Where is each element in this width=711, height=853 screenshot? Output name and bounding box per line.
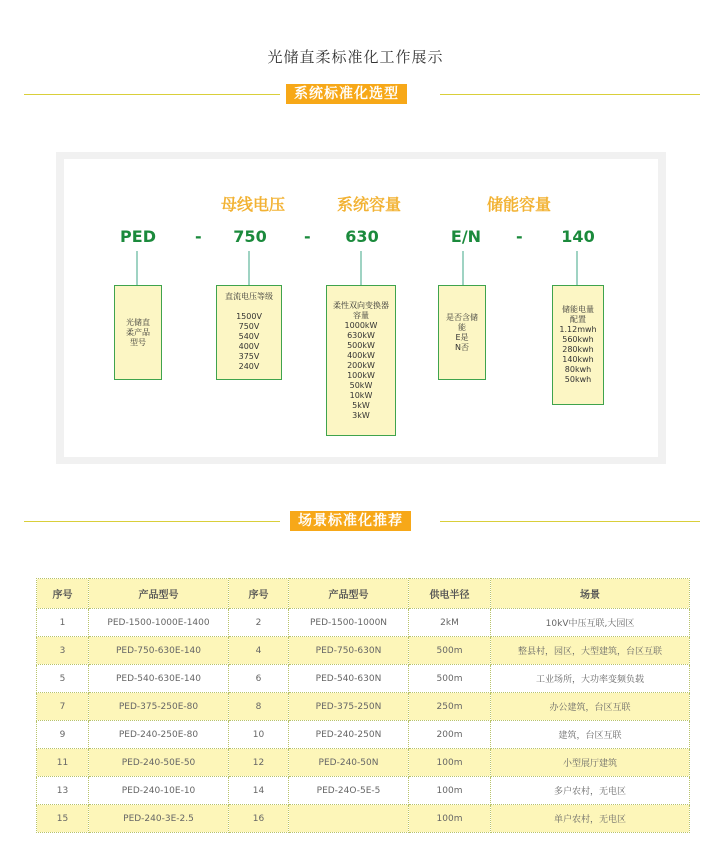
- divider-left: [24, 94, 280, 95]
- cell-index: 11: [37, 749, 89, 777]
- cell-index: 7: [37, 693, 89, 721]
- cell-index: 10: [229, 721, 289, 749]
- section-title-selection: 系统标准化选型: [286, 84, 407, 104]
- cell-radius: 500m: [409, 665, 491, 693]
- code-part-storage-energy: 140: [561, 227, 595, 246]
- cell-model: PED-375-250N: [289, 693, 409, 721]
- table-header-row: [37, 579, 690, 609]
- cell-radius: 200m: [409, 721, 491, 749]
- header-supply-radius: 供电半径: [409, 579, 491, 609]
- box-storage-flag: 是否含储 能 E是 N否: [438, 285, 486, 380]
- connector-line: [360, 251, 362, 285]
- cell-index: 12: [229, 749, 289, 777]
- header-model: 产品型号: [89, 579, 229, 609]
- cell-index: 3: [37, 637, 89, 665]
- box-storage-energy: 储能电量 配置 1.12mwh 560kwh 280kwh 140kwh 80kwh 50kwh: [552, 285, 604, 405]
- cell-model: PED-540-630E-140: [89, 665, 229, 693]
- connector-line: [576, 251, 578, 285]
- cell-radius: 100m: [409, 805, 491, 833]
- cell-model: PED-750-630E-140: [89, 637, 229, 665]
- header-index: 序号: [229, 579, 289, 609]
- cell-radius: 100m: [409, 777, 491, 805]
- code-part-ped: PED: [120, 227, 156, 246]
- code-part-storage-flag: E/N: [450, 227, 482, 246]
- header-scenario: 场景: [491, 579, 690, 609]
- connector-line: [462, 251, 464, 285]
- cell-scenario: 建筑，台区互联: [491, 721, 690, 749]
- cell-scenario: 多户农村，无电区: [491, 777, 690, 805]
- cell-model: PED-24O-5E-5: [289, 777, 409, 805]
- cell-model: PED-1500-1000N: [289, 609, 409, 637]
- code-separator: -: [304, 227, 311, 246]
- cell-index: 5: [37, 665, 89, 693]
- cell-index: 14: [229, 777, 289, 805]
- cell-index: 2: [229, 609, 289, 637]
- cell-radius: 2kM: [409, 609, 491, 637]
- cell-model: PED-750-630N: [289, 637, 409, 665]
- divider-left: [24, 521, 280, 522]
- table-row: [37, 749, 690, 777]
- cell-index: 9: [37, 721, 89, 749]
- table-row: [37, 609, 690, 637]
- cell-model: PED-240-10E-10: [89, 777, 229, 805]
- heading-system-capacity: 系统容量: [336, 195, 401, 214]
- table-row: [37, 805, 690, 833]
- cell-scenario: 工业场所，大功率变频负载: [491, 665, 690, 693]
- divider-right: [440, 94, 700, 95]
- cell-model: PED-1500-1000E-1400: [89, 609, 229, 637]
- cell-scenario: 办公建筑，台区互联: [491, 693, 690, 721]
- table-row: [37, 637, 690, 665]
- table-row: [37, 777, 690, 805]
- cell-index: 15: [37, 805, 89, 833]
- cell-radius: 100m: [409, 749, 491, 777]
- box-product-model: 光储直 柔产品 型号: [114, 285, 162, 380]
- cell-model: PED-240-50E-50: [89, 749, 229, 777]
- cell-scenario: 10kV中压互联,大园区: [491, 609, 690, 637]
- cell-model: PED-240-250E-80: [89, 721, 229, 749]
- cell-scenario: 小型展厅建筑: [491, 749, 690, 777]
- code-part-voltage: 750: [233, 227, 267, 246]
- code-part-capacity: 630: [345, 227, 379, 246]
- cell-index: 1: [37, 609, 89, 637]
- code-separator: -: [195, 227, 202, 246]
- cell-model: [289, 805, 409, 833]
- heading-storage-capacity: 储能容量: [486, 195, 551, 214]
- cell-index: 8: [229, 693, 289, 721]
- cell-model: PED-375-250E-80: [89, 693, 229, 721]
- box-voltage-levels: 直流电压等级 1500V 750V 540V 400V 375V 240V: [216, 285, 282, 380]
- cell-index: 4: [229, 637, 289, 665]
- cell-scenario: 整县村，园区，大型建筑，台区互联: [491, 637, 690, 665]
- cell-scenario: 单户农村，无电区: [491, 805, 690, 833]
- header-model: 产品型号: [289, 579, 409, 609]
- page-title: 光储直柔标准化工作展示: [267, 48, 444, 66]
- connector-line: [136, 251, 138, 285]
- table-row: [37, 721, 690, 749]
- heading-bus-voltage: 母线电压: [220, 195, 285, 214]
- section-title-recommend: 场景标准化推荐: [290, 511, 411, 531]
- table-row: [37, 665, 690, 693]
- cell-model: PED-240-3E-2.5: [89, 805, 229, 833]
- cell-model: PED-240-50N: [289, 749, 409, 777]
- cell-radius: 250m: [409, 693, 491, 721]
- cell-model: PED-540-630N: [289, 665, 409, 693]
- cell-radius: 500m: [409, 637, 491, 665]
- header-index: 序号: [37, 579, 89, 609]
- connector-line: [248, 251, 250, 285]
- divider-right: [440, 521, 700, 522]
- cell-index: 16: [229, 805, 289, 833]
- box-converter-capacity: 柔性双向变换器 容量 1000kW 630kW 500kW 400kW 200kW 100kW 50kW 10kW 5kW 3kW: [326, 285, 396, 436]
- scenario-table: [36, 578, 690, 833]
- code-separator: -: [516, 227, 523, 246]
- cell-index: 6: [229, 665, 289, 693]
- table-row: [37, 693, 690, 721]
- cell-index: 13: [37, 777, 89, 805]
- cell-model: PED-240-250N: [289, 721, 409, 749]
